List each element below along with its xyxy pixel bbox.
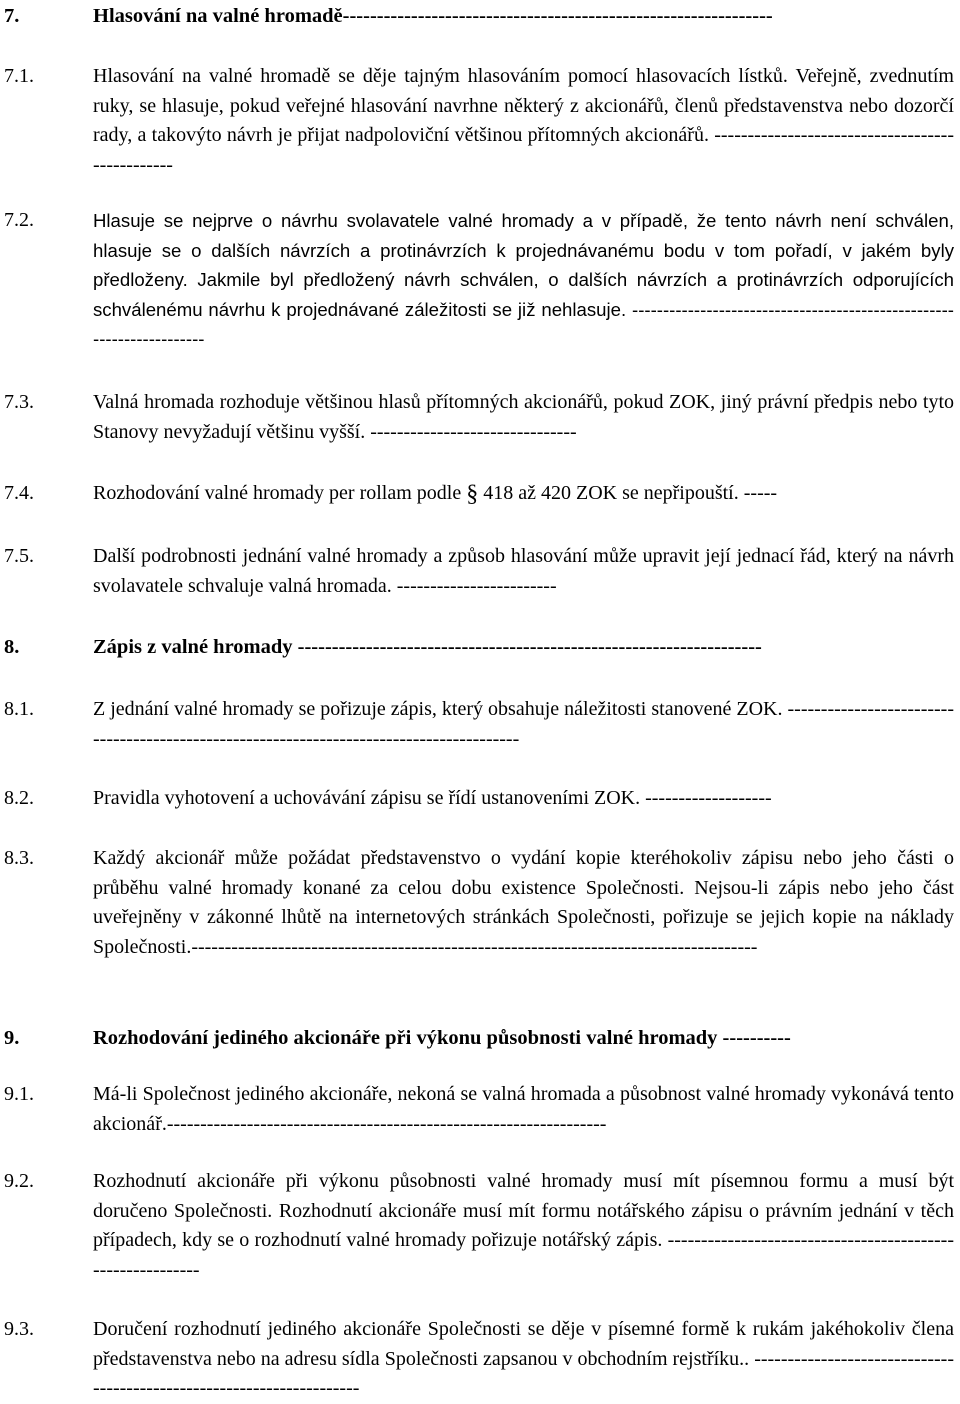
section-number: 9. bbox=[4, 1027, 20, 1049]
paragraph-7-5 bbox=[4, 542, 954, 601]
section-title: Zápis z valné hromady -------------------------------------------------------------------- bbox=[93, 636, 762, 658]
paragraph-7-2 bbox=[4, 206, 954, 354]
section-heading-8 bbox=[4, 633, 954, 663]
paragraph-number: 9.1. bbox=[4, 1083, 34, 1105]
paragraph-text: Každý akcionář může požádat představenstvo o vydání kopie kteréhokoliv zápisu nebo jeho části o průběhu valné hromady konané za celou dobu existence Společnosti. Nejsou-li zápis nebo jeho část uveřejněny v zákonné lhůtě na internetových stránkách Společnosti, pořizuje se jejich kopie na náklady Společnosti.------------------------------------------------------------------------------------- bbox=[93, 847, 954, 958]
paragraph-8-2 bbox=[4, 784, 954, 814]
paragraph-text: Doručení rozhodnutí jediného akcionáře Společnosti se děje v písemné formě k rukám jakéhokoliv člena představenstva nebo na adresu sídla Společnosti zapsanou v obchodním rejstříku.. ---------------------------------------------------------------------- bbox=[93, 1318, 954, 1399]
section-title: Hlasování na valné hromadě--------------------------------------------------------------- bbox=[93, 5, 773, 27]
paragraph-7-4 bbox=[4, 479, 954, 510]
paragraph-number: 7.5. bbox=[4, 545, 34, 567]
paragraph-text: Pravidla vyhotovení a uchovávání zápisu se řídí ustanoveními ZOK. ------------------- bbox=[93, 787, 772, 809]
section-heading-7 bbox=[4, 2, 954, 32]
paragraph-number: 7.3. bbox=[4, 391, 34, 413]
paragraph-text: Z jednání valné hromady se pořizuje zápis, který obsahuje náležitosti stanovené ZOK. ----------------------------------------------------------------------------------------- bbox=[93, 698, 954, 750]
paragraph-text-before: Rozhodování valné hromady per rollam podle bbox=[93, 482, 462, 504]
paragraph-number: 8.1. bbox=[4, 698, 34, 720]
paragraph-number: 9.2. bbox=[4, 1170, 34, 1192]
paragraph-9-2 bbox=[4, 1167, 954, 1285]
paragraph-text: Rozhodnutí akcionáře při výkonu působnosti valné hromady musí mít písemnou formu a musí být doručeno Společnosti. Rozhodnutí akcionáře musí mít formu notářského zápisu o právním jednání v těch případech, kdy se o rozhodnutí valné hromady pořizuje notářský zápis. ----------------------------------------------------------- bbox=[93, 1170, 954, 1281]
paragraph-text-after: 418 až 420 ZOK se nepřipouští. ----- bbox=[483, 482, 778, 504]
section-title: Rozhodování jediného akcionáře při výkonu působnosti valné hromady ---------- bbox=[93, 1027, 791, 1049]
section-number: 7. bbox=[4, 5, 20, 27]
paragraph-8-1 bbox=[4, 695, 954, 754]
paragraph-number: 8.3. bbox=[4, 847, 34, 869]
paragraph-text: Má-li Společnost jediného akcionáře, nekoná se valná hromada a působnost valné hromady vykonává tento akcionář.------------------------------------------------------------------ bbox=[93, 1083, 954, 1135]
section-sign: § bbox=[466, 481, 479, 507]
paragraph-number: 7.1. bbox=[4, 65, 34, 87]
paragraph-text: Hlasování na valné hromadě se děje tajným hlasováním pomocí hlasovacích lístků. Veřejně, zvednutím ruky, se hlasuje, pokud veřejné hlasování navrhne některý z akcionářů, členů představenstva nebo dozorčí rady, a takovýto návrh je přijat nadpoloviční většinou přítomných akcionářů. ------------------------------------------------ bbox=[93, 65, 954, 176]
paragraph-number: 9.3. bbox=[4, 1318, 34, 1340]
paragraph-9-1 bbox=[4, 1080, 954, 1139]
paragraph-7-1 bbox=[4, 62, 954, 180]
paragraph-number: 7.2. bbox=[4, 209, 34, 231]
paragraph-text: Valná hromada rozhoduje většinou hlasů přítomných akcionářů, pokud ZOK, jiný právní předpis nebo tyto Stanovy nevyžadují většinu vyšší. ------------------------------- bbox=[93, 391, 954, 443]
paragraph-9-3 bbox=[4, 1315, 954, 1404]
paragraph-text: Další podrobnosti jednání valné hromady a způsob hlasování může upravit její jednací řád, který na návrh svolavatele schvaluje valná hromada. ------------------------ bbox=[93, 545, 954, 597]
paragraph-number: 7.4. bbox=[4, 482, 34, 504]
paragraph-text: Hlasuje se nejprve o návrhu svolavatele valné hromady a v případě, že tento návrh není schválen, hlasuje se o dalších návrzích a protinávrzích k projednávanému bodu v tom pořadí, v jakém byly předloženy. Jakmile byl předložený návrh schválen, o dalších návrzích a protinávrzích odporujících schválenému návrhu k projednávané záležitosti se již nehlasuje. ---------------------------------------------------------------------- bbox=[93, 210, 954, 349]
paragraph-number: 8.2. bbox=[4, 787, 34, 809]
paragraph-7-3 bbox=[4, 388, 954, 447]
paragraph-text bbox=[93, 479, 954, 510]
section-heading-9 bbox=[4, 1024, 954, 1054]
paragraph-8-3 bbox=[4, 844, 954, 962]
section-number: 8. bbox=[4, 636, 20, 658]
